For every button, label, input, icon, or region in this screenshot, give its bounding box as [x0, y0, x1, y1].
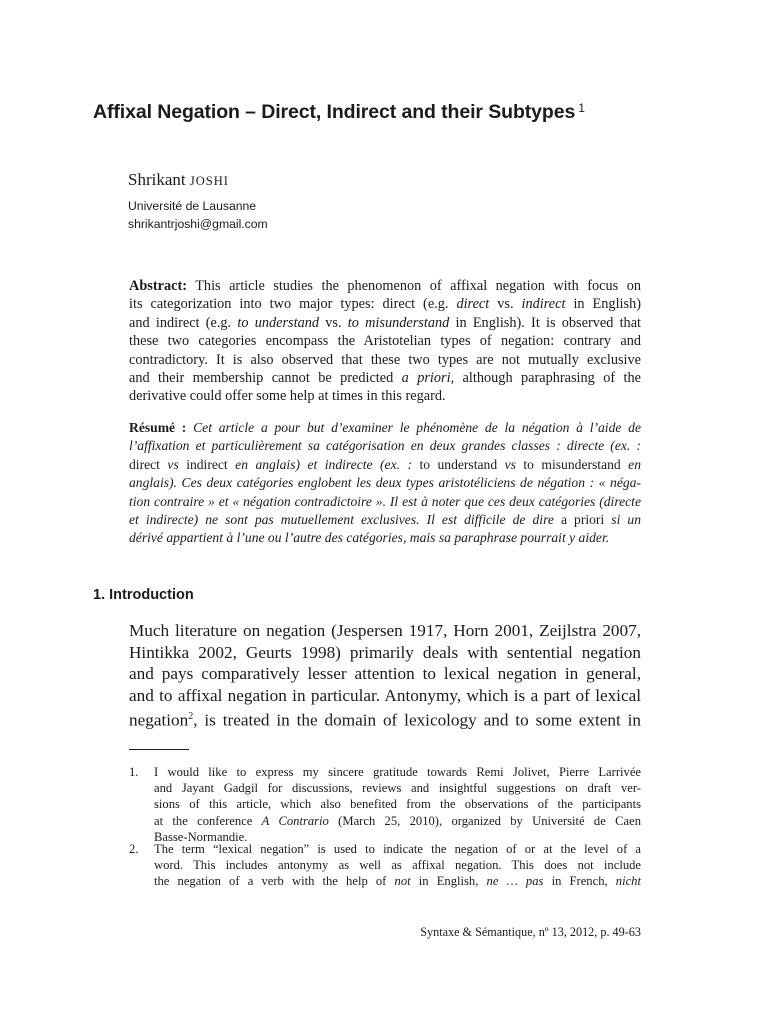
footnote-body: [154, 841, 641, 890]
abstract-italic: to misunderstand: [347, 314, 450, 331]
footnote-line: sions of this article, which also benefited from the observations of the participants: [154, 797, 641, 812]
footnote-italic: A Contrario: [261, 813, 329, 828]
resume-italic: anglais). Ces deux catégories englobent les deux types aristotéliciens de négation : « néga-: [129, 475, 641, 491]
footnote-italic: nicht: [615, 874, 641, 889]
resume-text: to misunderstand: [515, 456, 629, 472]
resume-text: to understand: [419, 456, 505, 472]
footnote-separator: [129, 749, 189, 750]
abstract-paragraph: [129, 277, 641, 406]
resume-italic: en anglais) et indirecte (ex. :: [235, 456, 420, 472]
resume-text: indirect: [178, 456, 236, 472]
footnote-line: [154, 813, 641, 829]
resume-line: [129, 511, 641, 529]
footnote-line: Basse-Normandie.: [154, 829, 248, 844]
abstract-italic: direct: [456, 296, 490, 313]
footnote-line: [154, 873, 641, 889]
resume-italic: dérivé appartient à l’une ou l’autre des catégories, mais sa paraphrase pourrait y aider.: [129, 530, 610, 546]
abstract-text: in English). It is observed that: [449, 314, 642, 331]
resume-line: [129, 529, 641, 547]
resume-line: [129, 437, 641, 455]
intro-line: and to affixal negation in particular. Antonymy, which is a part of lexical: [129, 685, 641, 705]
resume-italic: l’affixation et particulièrement sa catégorisation en deux grandes classes : directe (ex. :: [129, 438, 641, 454]
abstract-text: and their membership cannot be predicted: [129, 370, 402, 387]
intro-text: negation: [129, 710, 189, 730]
abstract-line: derivative could offer some help at times in this regard.: [129, 388, 446, 405]
footnote-text: the negation of a verb with the help of: [154, 874, 395, 889]
abstract-text: in English): [565, 296, 641, 313]
resume-italic: tion contraire » et « négation contradictoire ». Il est à noter que ces deux catégories (directe: [129, 493, 641, 509]
resume-line: [129, 419, 641, 437]
intro-line: and pays comparatively lesser attention to lexical negation in general,: [129, 664, 641, 683]
abstract-italic: a priori: [401, 370, 451, 387]
journal-citation-footer: Syntaxe & Sémantique, nº 13, 2012, p. 49-63: [420, 925, 641, 939]
footnote-line: word. This includes antonymy as well as affixal negation. This does not include: [154, 858, 641, 873]
footnote-text: at the conference: [154, 813, 262, 828]
abstract-italic: indirect: [521, 296, 566, 313]
abstract-line: contradictory. It is also observed that these two types are not mutually exclusive: [129, 351, 641, 368]
author-last-name: JOSHI: [189, 174, 229, 188]
resume-italic: vs: [504, 456, 516, 472]
section-heading-introduction: 1. Introduction: [93, 587, 194, 603]
intro-line: Much literature on negation (Jespersen 1917, Horn 2001, Zeijlstra 2007,: [129, 621, 641, 640]
abstract-line: [129, 277, 641, 295]
resume-italic: en: [628, 456, 641, 472]
footnote-italic: not: [394, 874, 411, 889]
abstract-text: , although paraphrasing of the: [450, 370, 641, 387]
resume-paragraph: [129, 419, 641, 548]
abstract-text: and indirect (e.g.: [129, 314, 238, 331]
author-affiliation: Université de Lausanne: [128, 199, 257, 213]
resume-label: Résumé :: [129, 420, 187, 435]
intro-line: Hintikka 2002, Geurts 1998) primarily deals with sentential negation: [129, 642, 641, 662]
resume-italic: Cet article a pour but d’examiner le phénomène de la négation à l’aide de: [186, 420, 642, 435]
footnote-text: in French,: [543, 874, 616, 889]
intro-text: , is treated in the domain of lexicology and to some extent in: [193, 710, 641, 730]
resume-line: [129, 474, 641, 492]
abstract-label: Abstract:: [129, 278, 187, 294]
footnote-number: 1.: [129, 765, 139, 779]
title-footnote-marker[interactable]: 1: [578, 101, 585, 115]
article-title-text: Affixal Negation – Direct, Indirect and their Subtypes: [93, 101, 576, 123]
abstract-text: vs.: [489, 296, 522, 313]
resume-line: [129, 493, 641, 511]
footnote-text: (March 25, 2010), organized by Université de Caen: [328, 813, 641, 828]
abstract-line: [129, 369, 641, 387]
abstract-text: This article studies the phenomenon of affixal negation with focus on: [186, 278, 641, 294]
footnote-line: The term “lexical negation” is used to indicate the negation of or at the level of a: [154, 842, 641, 856]
abstract-line: these two categories encompass the Aristotelian types of negation: contrary and: [129, 333, 641, 350]
abstract-text: its categorization into two major types: direct (e.g.: [129, 296, 457, 313]
footnote-line: I would like to express my sincere gratitude towards Remi Jolivet, Pierre Larrivée: [154, 765, 641, 779]
abstract-line: [129, 314, 641, 332]
resume-italic: si un: [604, 512, 641, 528]
footnote-2-marker[interactable]: 2: [188, 711, 194, 722]
footnote-1: [129, 764, 641, 845]
abstract-line: [129, 295, 641, 313]
resume-text: a priori: [560, 512, 605, 528]
footnote-text: in English,: [410, 874, 487, 889]
resume-italic: et indirecte) ne sont pas mutuellement exclusives. Il est difficile de dire: [129, 512, 561, 528]
footnote-body: [154, 764, 641, 845]
abstract-text: vs.: [319, 314, 348, 331]
author-email[interactable]: shrikantrjoshi@gmail.com: [128, 217, 268, 231]
footnote-line: and Jayant Gadgil for discussions, reviews and insightful suggestions on draft ver-: [154, 781, 641, 796]
footnote-2: [129, 841, 641, 890]
footnote-italic: ne … pas: [486, 874, 544, 889]
abstract-italic: to understand: [237, 314, 320, 331]
resume-italic: vs: [167, 456, 179, 472]
resume-text: direct: [129, 456, 168, 472]
resume-line: [129, 456, 641, 474]
author-first-name: Shrikant: [128, 170, 186, 189]
author-name: [128, 170, 229, 190]
footnote-number: 2.: [129, 842, 139, 856]
article-title: [93, 101, 585, 124]
intro-line: [129, 706, 641, 731]
introduction-paragraph: [129, 620, 641, 731]
